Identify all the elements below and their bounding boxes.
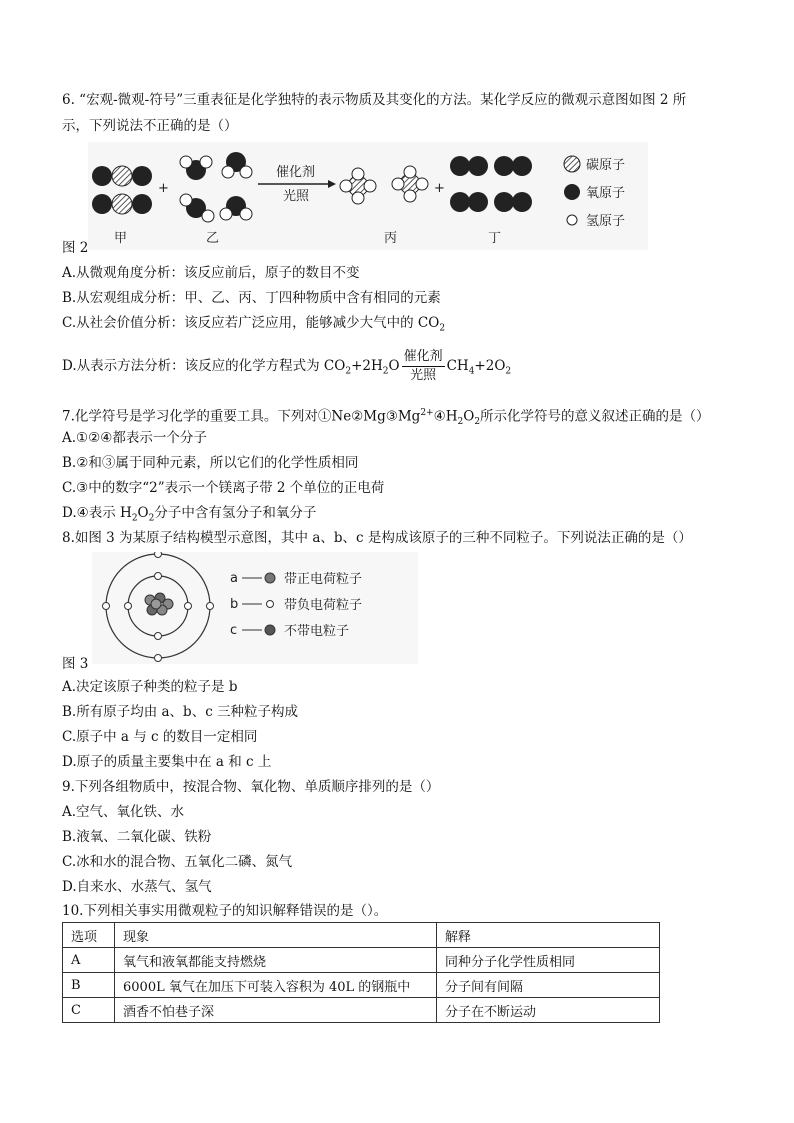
q7-stem: 7.化学符号是学习化学的重要工具。下列对$①Ne②Mg③Mg^{2+}④H_2O_2$所示化学符号的意义叙述正确的是（） (62, 408, 710, 428)
table-row (63, 998, 660, 1023)
svg-text:+: + (158, 181, 169, 196)
svg-text:a: a (230, 571, 238, 586)
figure3-caption: 图 3 (62, 656, 89, 672)
reaction-diagram (88, 142, 648, 250)
svg-text:c: c (230, 623, 238, 638)
figure2-caption: 图 2 (62, 240, 89, 256)
table-row (63, 973, 660, 998)
table-cell: 氧气和液氧都能支持燃烧 (115, 948, 437, 973)
equation-condition: 催化剂 光照 (403, 349, 443, 383)
label-ding: 丁 (488, 231, 502, 246)
q8-option-b: B.所有原子均由 a、b、c 三种粒子构成 (62, 704, 299, 720)
table-cell: B (63, 973, 115, 998)
table-cell: 同种分子化学性质相同 (437, 948, 660, 973)
label-bing: 丙 (384, 231, 398, 246)
q6-option-a: A.从微观角度分析：该反应前后，原子的数目不变 (62, 265, 360, 281)
q6-option-d: D.从表示方法分析：该反应的化学方程式为 $CO_2+2H_2O$ 催化剂 光照 $CH_4+2O_2$ (62, 349, 512, 383)
legend-neutral: 不带电粒子 (284, 624, 350, 639)
arrow-condition-bottom: 光照 (283, 189, 310, 204)
q9-option-b: B.液氧、二氧化碳、铁粉 (62, 829, 212, 845)
q6-stem-line1: 6. “宏观-微观-符号”三重表征是化学独特的表示物质及其变化的方法。某化学反应的微观示意图如图 2 所 (62, 92, 687, 108)
q7-option-a: A.①②④都表示一个分子 (62, 430, 207, 446)
q7-option-c: C.③中的数字“2”表示一个镁离子带 2 个单位的正电荷 (62, 480, 385, 496)
q6-option-c: C.从社会价值分析：该反应若广泛应用，能够减少大气中的 $CO_2$ (62, 315, 446, 334)
q8-option-c: C.原子中 a 与 c 的数目一定相同 (62, 729, 258, 745)
table-cell: 酒香不怕巷子深 (115, 998, 437, 1023)
q9-stem: 9.下列各组物质中，按混合物、氧化物、单质顺序排列的是（） (62, 779, 440, 795)
reaction-legend (564, 156, 625, 229)
q8-stem: 8.如图 3 为某原子结构模型示意图，其中 a、b、c 是构成该原子的三种不同粒子。下列说法正确的是（） (62, 530, 692, 546)
table-header-cell: 选项 (63, 923, 115, 948)
table-cell: C (63, 998, 115, 1023)
arrow-condition-top: 催化剂 (276, 165, 316, 180)
q7-option-d: D.④表示 $H_2O_2$分子中含有氢分子和氧分子 (62, 505, 317, 524)
table-cell: 分子间有间隔 (437, 973, 660, 998)
q9-option-a: A.空气、氧化铁、水 (62, 804, 185, 820)
svg-text:b: b (230, 597, 239, 612)
table-cell: A (63, 948, 115, 973)
svg-text:+: + (434, 181, 445, 196)
legend-positive: 带正电荷粒子 (284, 572, 363, 587)
legend-carbon: 碳原子 (586, 158, 626, 173)
q9-option-d: D.自来水、水蒸气、氢气 (62, 879, 212, 895)
table-header-row (63, 923, 660, 948)
legend-hydrogen: 氢原子 (586, 214, 626, 229)
table-header-cell: 解释 (437, 923, 660, 948)
legend-oxygen: 氧原子 (586, 186, 626, 201)
q6-option-b: B.从宏观组成分析：甲、乙、丙、丁四种物质中含有相同的元素 (62, 290, 441, 306)
q8-option-d: D.原子的质量主要集中在 a 和 c 上 (62, 754, 272, 770)
table-header-cell: 现象 (115, 923, 437, 948)
table-row (63, 948, 660, 973)
table-cell: 6000L 氧气在加压下可装入容积为 40L 的钢瓶中 (115, 973, 437, 998)
atom-model-diagram (92, 552, 418, 664)
legend-negative: 带负电荷粒子 (284, 598, 363, 613)
label-jia: 甲 (114, 231, 128, 246)
q8-option-a: A.决定该原子种类的粒子是 b (62, 679, 238, 695)
q6-stem-line2: 示，下列说法不正确的是（） (62, 118, 238, 134)
q10-stem: 10.下列相关事实用微观粒子的知识解释错误的是（）。 (62, 903, 388, 919)
q7-option-b: B.②和③属于同种元素，所以它们的化学性质相同 (62, 455, 359, 471)
label-yi: 乙 (206, 231, 220, 246)
q9-option-c: C.冰和水的混合物、五氧化二磷、氮气 (62, 854, 293, 870)
table-cell: 分子在不断运动 (437, 998, 660, 1023)
q10-table (62, 922, 660, 1023)
